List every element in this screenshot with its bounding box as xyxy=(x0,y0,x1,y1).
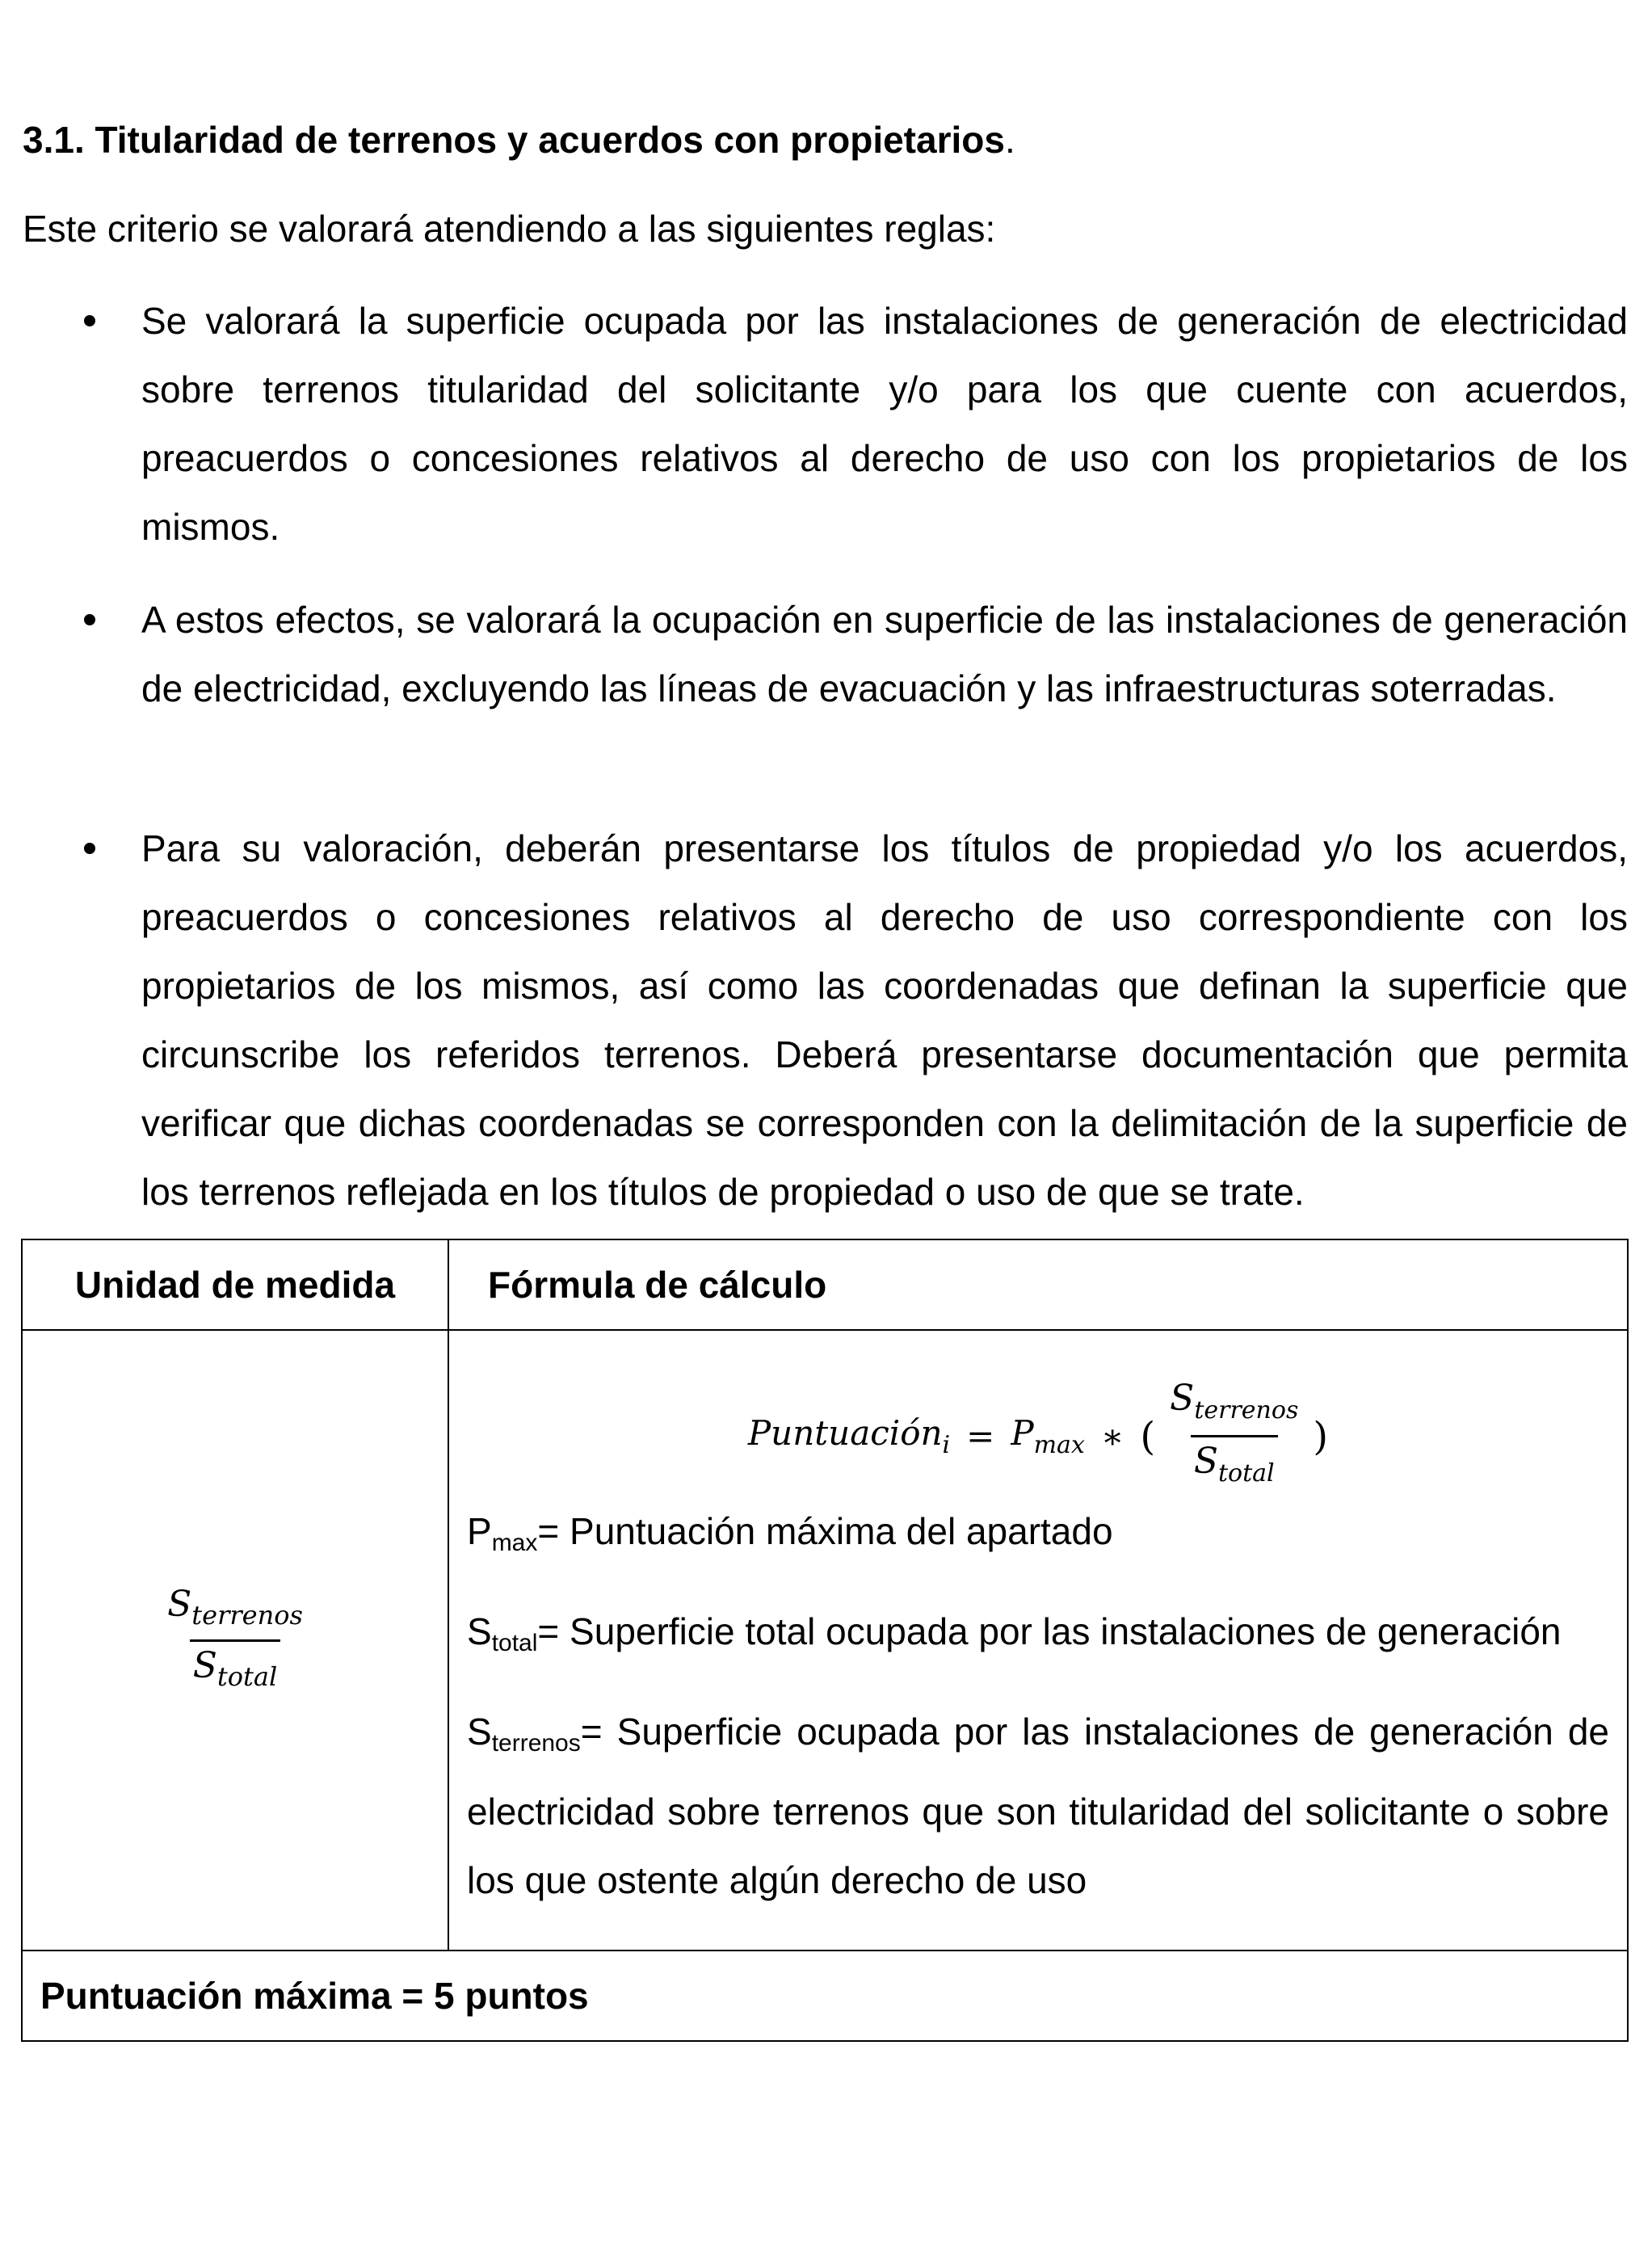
formula-den-sub: total xyxy=(1218,1459,1275,1488)
header-unit: Unidad de medida xyxy=(22,1239,448,1330)
unit-den-sub: total xyxy=(216,1660,278,1692)
bullet-text: Para su valoración, deberán presentarse los títulos de propiedad y/o los acuerdos, preacuerdos o concesiones relativos al derecho de uso correspondiente con los propietarios de los mismos, así como las coordenadas que definan la superficie que circunscribe los referidos terrenos. Deberá presentarse documentación que permita verificar que dichas coordenadas se corresponden con la delimitación de la superficie de los terrenos reflejada en los títulos de propiedad o uso de que se trate. xyxy=(141,827,1628,1213)
def-symbol: P xyxy=(467,1509,492,1552)
max-score: Puntuación máxima = 5 puntos xyxy=(22,1951,1628,2041)
formula-equals: = xyxy=(966,1416,995,1456)
formula-p-base: P xyxy=(1011,1413,1034,1453)
unit-denominator xyxy=(190,1639,280,1696)
def-text: = Superficie ocupada por las instalaciones de generación de electricidad sobre terrenos que son titularidad del solicitante o sobre los que ostente algún derecho de uso xyxy=(467,1710,1609,1901)
formula-num-base: S xyxy=(1170,1378,1195,1419)
score-formula xyxy=(467,1376,1609,1497)
def-subscript: terrenos xyxy=(491,1729,581,1757)
criteria-table xyxy=(21,1239,1629,2042)
formula-fraction xyxy=(1166,1379,1301,1493)
table-footer-row xyxy=(22,1951,1628,2041)
unit-cell xyxy=(22,1330,448,1951)
formula-denominator xyxy=(1191,1435,1278,1493)
section-heading xyxy=(23,116,1015,164)
formula-open-paren: ( xyxy=(1140,1413,1156,1459)
formula-lhs-base: Puntuación xyxy=(747,1413,943,1453)
formula-close-paren: ) xyxy=(1313,1413,1329,1459)
def-symbol: S xyxy=(467,1610,492,1652)
formula-pmax xyxy=(1011,1413,1085,1459)
formula-p-sub: max xyxy=(1033,1431,1085,1459)
bullet-dot-icon xyxy=(84,614,95,625)
def-subscript: max xyxy=(491,1529,538,1556)
unit-num-base: S xyxy=(167,1583,192,1625)
table-body-row xyxy=(22,1330,1628,1951)
section-heading-text: 3.1. Titularidad de terrenos y acuerdos con propietarios xyxy=(23,119,1005,161)
formula-times: ∗ xyxy=(1100,1416,1124,1456)
table-header-row xyxy=(22,1239,1628,1330)
bullet-text: A estos efectos, se valorará la ocupación en superficie de las instalaciones de generación de electricidad, excluyendo las líneas de evacuación y las infraestructuras soterradas. xyxy=(141,599,1628,709)
formula-num-sub: terrenos xyxy=(1194,1396,1299,1424)
def-text: = Puntuación máxima del apartado xyxy=(537,1509,1113,1552)
unit-den-base: S xyxy=(192,1644,217,1686)
def-symbol: S xyxy=(467,1710,492,1753)
def-subscript: total xyxy=(491,1629,538,1656)
unit-num-sub: terrenos xyxy=(191,1599,303,1631)
bullet-text: Se valorará la superficie ocupada por las instalaciones de generación de electricidad sobre terrenos titularidad del solicitante y/o para los que cuente con acuerdos, preacuerdos o concesiones relativos al derecho de uso con los propietarios de los mismos. xyxy=(141,300,1628,548)
bullet-dot-icon xyxy=(84,843,95,854)
definition-stotal xyxy=(467,1597,1609,1677)
definition-pmax xyxy=(467,1497,1609,1577)
unit-numerator xyxy=(164,1585,306,1639)
def-text: = Superficie total ocupada por las instalaciones de generación xyxy=(537,1610,1562,1652)
formula-lhs-sub: i xyxy=(942,1431,951,1459)
formula-den-base: S xyxy=(1193,1441,1218,1482)
section-intro: Este criterio se valorará atendiendo a las siguientes reglas: xyxy=(23,208,996,250)
formula-cell xyxy=(448,1330,1628,1951)
definition-sterrenos xyxy=(467,1698,1609,1915)
formula-lhs xyxy=(748,1413,950,1459)
header-formula: Fórmula de cálculo xyxy=(448,1239,1628,1330)
unit-fraction xyxy=(164,1585,306,1696)
bullet-dot-icon xyxy=(84,315,95,326)
formula-numerator xyxy=(1166,1379,1301,1435)
section-heading-period: . xyxy=(1004,119,1015,161)
